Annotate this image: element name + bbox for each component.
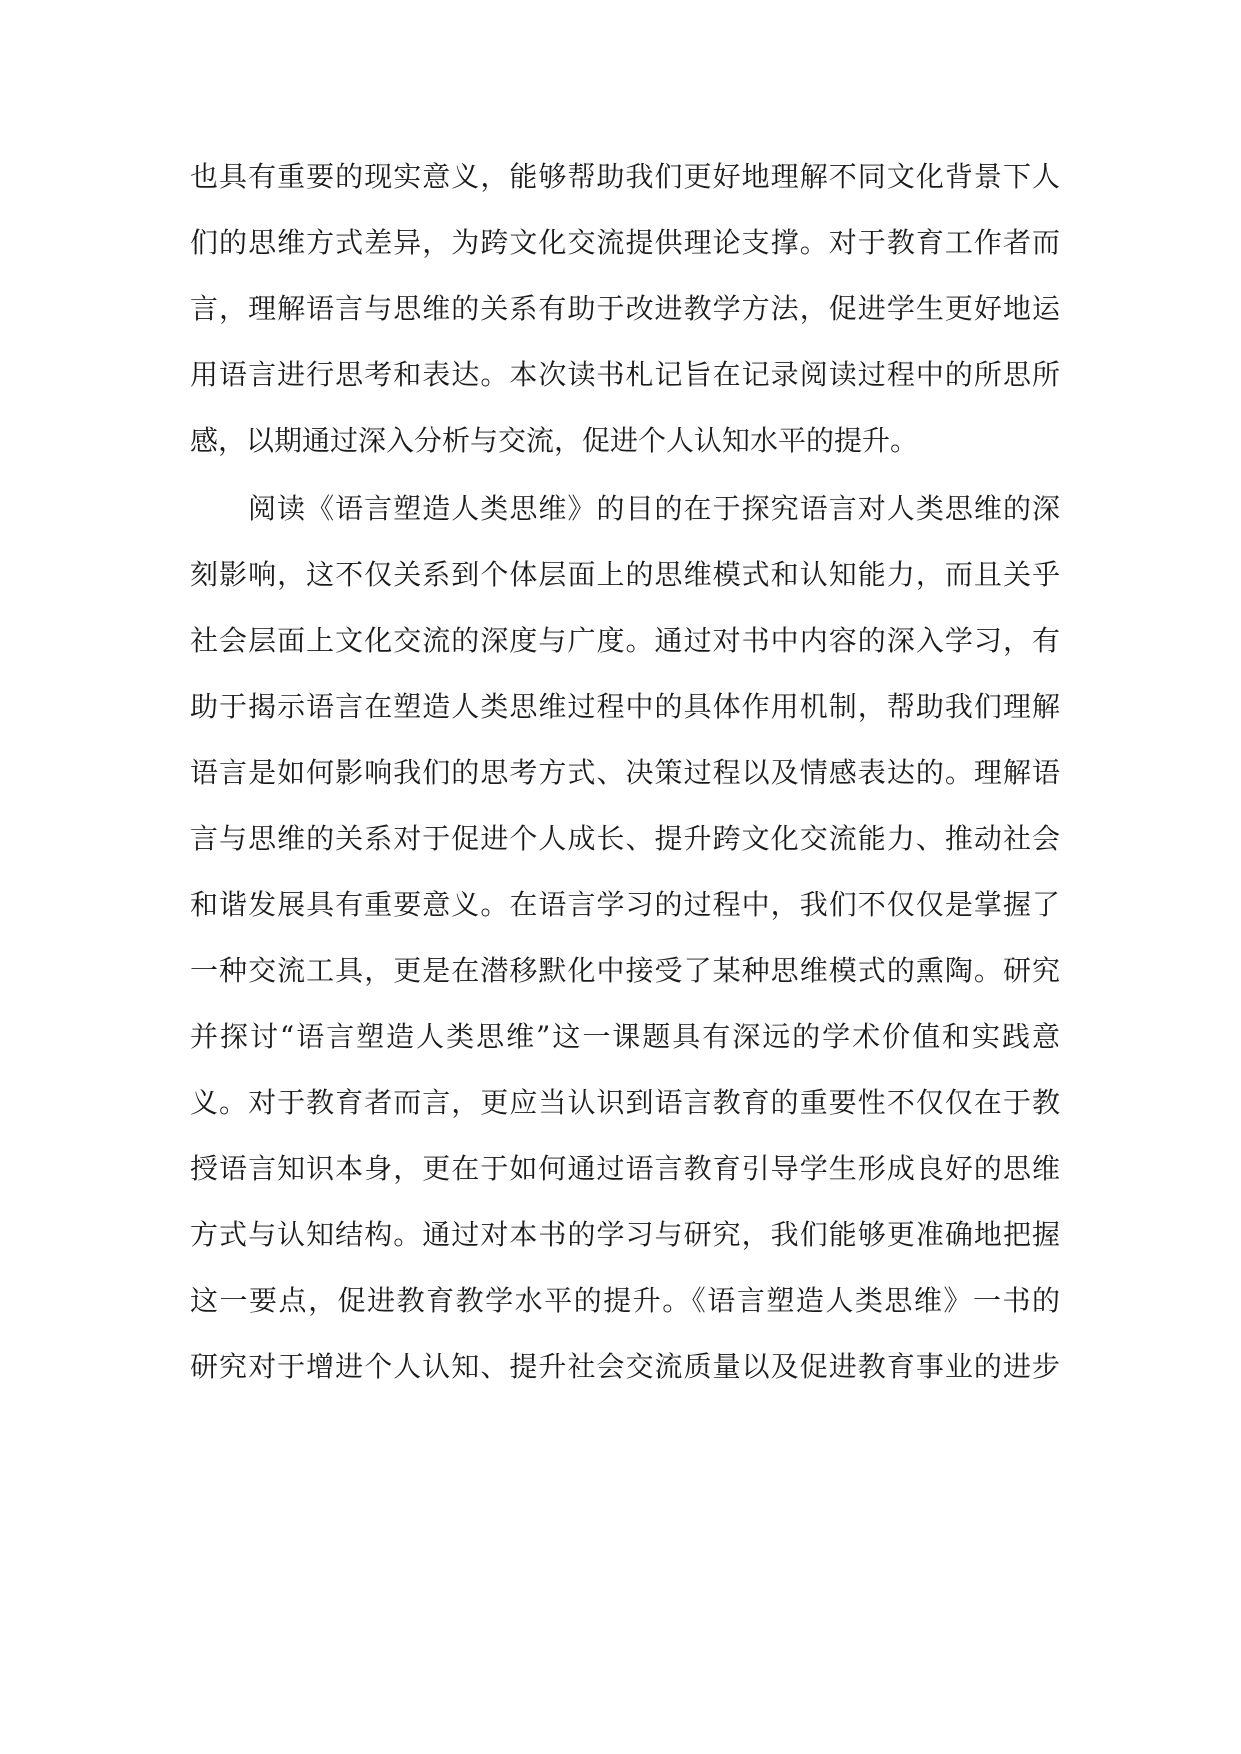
text-line: 授语言知识本身，更在于如何通过语言教育引导学生形成良好的思维 [190, 1152, 1060, 1185]
text-line: 这一要点，促进教育教学水平的提升。《语言塑造人类思维》一书的 [190, 1284, 1060, 1317]
text-line: 言，理解语言与思维的关系有助于改进教学方法，促进学生更好地运 [190, 292, 1060, 325]
body-text [190, 144, 1060, 1400]
text-line: 研究对于增进个人认知、提升社会交流质量以及促进教育事业的进步 [190, 1350, 1060, 1383]
text-line: 社会层面上文化交流的深度与广度。通过对书中内容的深入学习，有 [190, 624, 1060, 657]
text-line: 言与思维的关系对于促进个人成长、提升跨文化交流能力、推动社会 [190, 822, 1060, 855]
text-line: 用语言进行思考和表达。本次读书札记旨在记录阅读过程中的所思所 [190, 358, 1060, 391]
text-line: 感，以期通过深入分析与交流，促进个人认知水平的提升。 [190, 424, 919, 457]
paragraph-1 [190, 144, 1060, 474]
text-line: 们的思维方式差异，为跨文化交流提供理论支撑。对于教育工作者而 [190, 226, 1060, 259]
paragraph-2 [190, 476, 1060, 1400]
text-line: 语言是如何影响我们的思考方式、决策过程以及情感表达的。理解语 [190, 756, 1060, 789]
text-line: 义。对于教育者而言，更应当认识到语言教育的重要性不仅仅在于教 [190, 1086, 1060, 1119]
text-line: 刻影响，这不仅关系到个体层面上的思维模式和认知能力，而且关乎 [190, 558, 1060, 591]
text-line: 阅读《语言塑造人类思维》的目的在于探究语言对人类思维的深 [248, 492, 1060, 525]
text-line: 助于揭示语言在塑造人类思维过程中的具体作用机制，帮助我们理解 [190, 690, 1060, 723]
text-line: 一种交流工具，更是在潜移默化中接受了某种思维模式的熏陶。研究 [190, 954, 1060, 987]
text-line: 也具有重要的现实意义，能够帮助我们更好地理解不同文化背景下人 [190, 160, 1060, 193]
text-line: 和谐发展具有重要意义。在语言学习的过程中，我们不仅仅是掌握了 [190, 888, 1060, 921]
text-line: 并探讨“语言塑造人类思维”这一课题具有深远的学术价值和实践意 [190, 1020, 1060, 1053]
text-line: 方式与认知结构。通过对本书的学习与研究，我们能够更准确地把握 [190, 1218, 1060, 1251]
